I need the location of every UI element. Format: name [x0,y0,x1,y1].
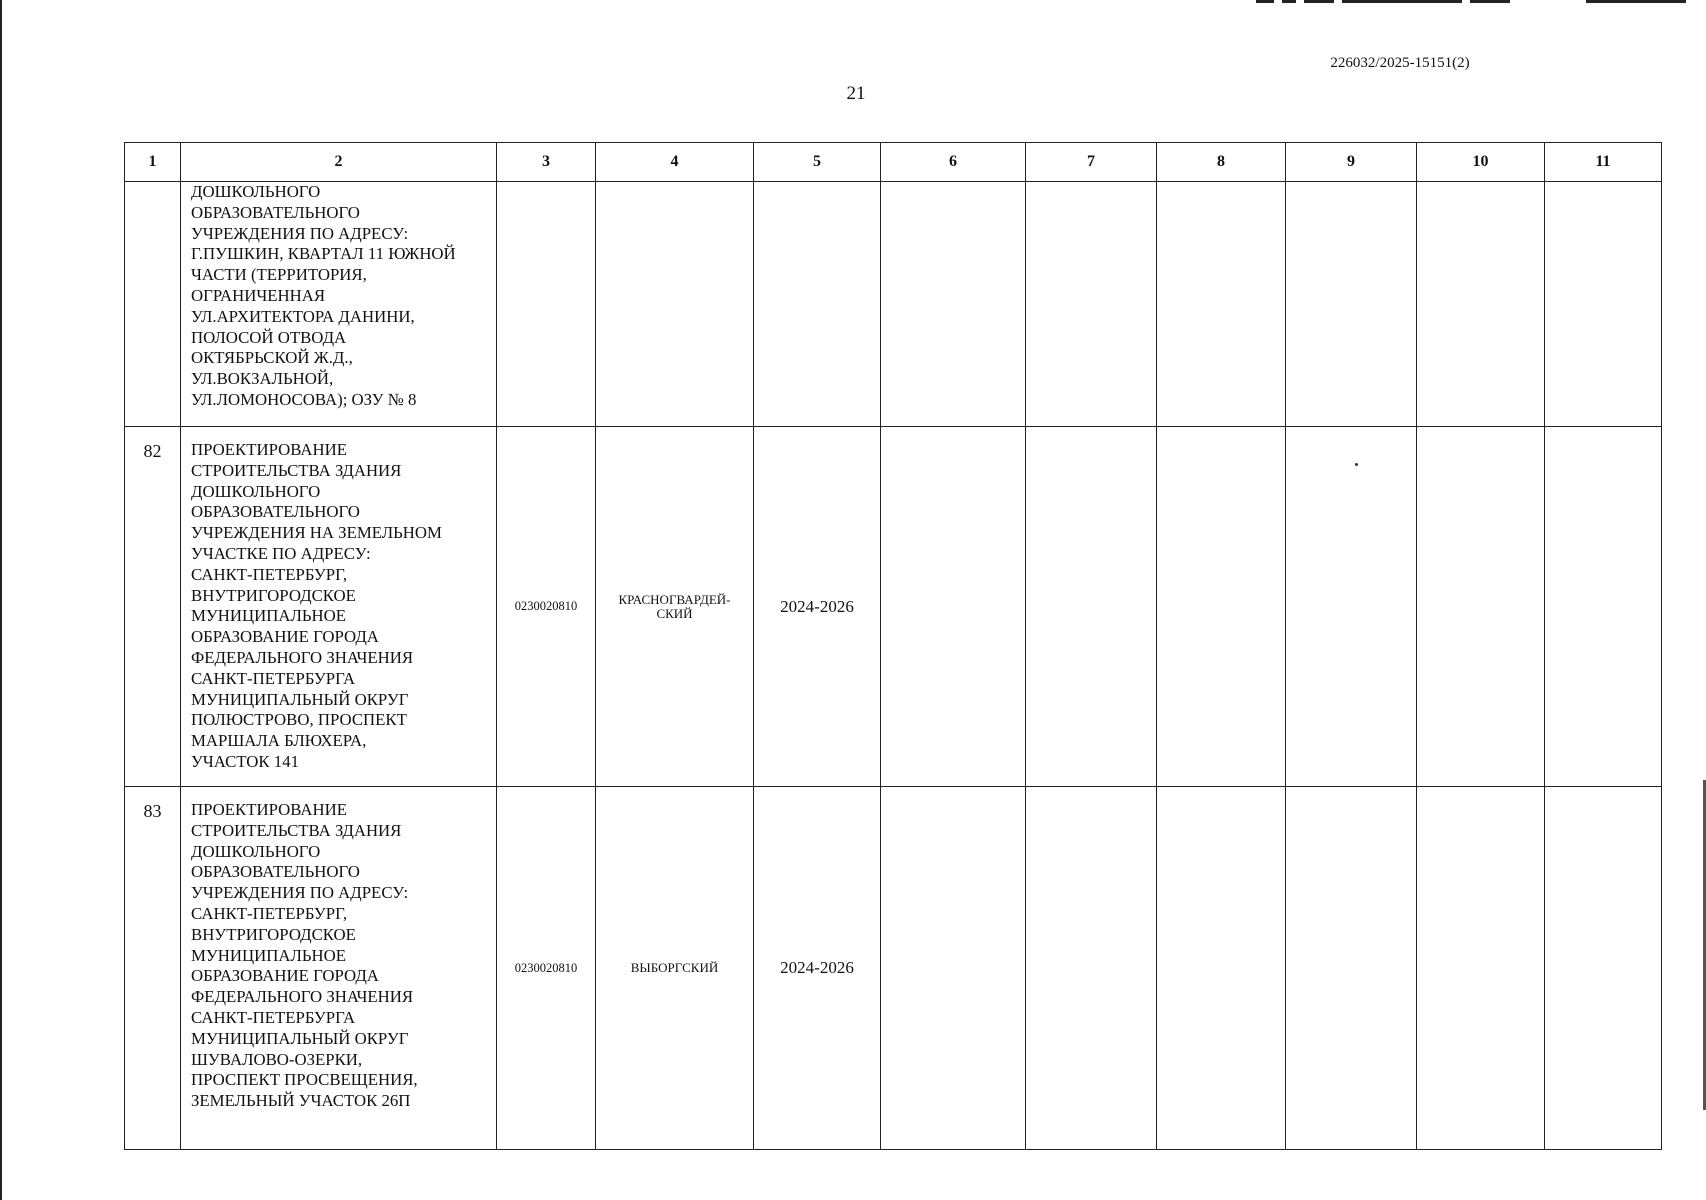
description-line: ОБРАЗОВАТЕЛЬНОГО [191,202,360,222]
description-line: САНКТ-ПЕТЕРБУРГА [191,1007,356,1027]
row-period: 2024-2026 [754,787,881,1150]
empty-cell-col-7 [1026,427,1157,787]
empty-cell-col-9 [1286,182,1417,427]
description-line: ПРОСПЕКТ ПРОСВЕЩЕНИЯ, [191,1070,418,1090]
empty-cell-col-6 [881,427,1026,787]
description-line: УЛ.ЛОМОНОСОВА); ОЗУ № 8 [191,389,417,409]
row-number [125,182,181,427]
description-line: ЗЕМЕЛЬНЫЙ УЧАСТОК 26П [191,1091,411,1111]
row-number: 83 [125,787,181,1150]
row-code: 0230020810 [497,787,596,1150]
empty-cell-col-6 [881,787,1026,1150]
description-line: СТРОИТЕЛЬСТВА ЗДАНИЯ [191,460,402,480]
description-line: ОБРАЗОВАНИЕ ГОРОДА [191,966,379,986]
empty-cell-col-11 [1545,182,1662,427]
row-period [754,182,881,427]
description-line: ФЕДЕРАЛЬНОГО ЗНАЧЕНИЯ [191,987,414,1007]
description-line: САНКТ-ПЕТЕРБУРГА [191,668,356,688]
description-line: МУНИЦИПАЛЬНОЕ [191,606,347,626]
column-header-9: 9 [1286,143,1417,182]
column-header-1: 1 [125,143,181,182]
empty-cell-col-9 [1286,427,1417,787]
row-district [596,427,754,787]
column-header-2: 2 [181,143,497,182]
description-line: ПОЛОСОЙ ОТВОДА [191,327,347,347]
column-header-5: 5 [754,143,881,182]
empty-cell-col-7 [1026,182,1157,427]
table-row [125,182,1662,427]
description-line: МУНИЦИПАЛЬНОЕ [191,945,347,965]
empty-cell-col-10 [1417,787,1545,1150]
description-line: УЧАСТОК 141 [191,751,299,771]
row-description [181,787,497,1150]
row-description [181,182,497,427]
row-code [497,182,596,427]
column-header-7: 7 [1026,143,1157,182]
description-line: ВНУТРИГОРОДСКОЕ [191,585,356,605]
document-number: 226032/2025-15151(2) [1330,55,1470,71]
description-line: ОКТЯБРЬСКОЙ Ж.Д., [191,348,353,368]
scan-left-edge [0,0,2,1200]
empty-cell-col-11 [1545,427,1662,787]
empty-cell-col-7 [1026,787,1157,1150]
column-header-10: 10 [1417,143,1545,182]
data-table [124,142,1662,1150]
description-line: ФЕДЕРАЛЬНОГО ЗНАЧЕНИЯ [191,647,414,667]
district-line: СКИЙ [656,605,693,621]
row-number: 82 [125,427,181,787]
district-line: КРАСНОГВАРДЕЙ- [618,591,731,607]
description-line: ПОЛЮСТРОВО, ПРОСПЕКТ [191,710,407,730]
table-row [125,427,1662,787]
description-line: УЧРЕЖДЕНИЯ НА ЗЕМЕЛЬНОМ [191,523,442,543]
empty-cell-col-9 [1286,787,1417,1150]
empty-cell-col-10 [1417,427,1545,787]
description-line: ВНУТРИГОРОДСКОЕ [191,924,356,944]
column-header-4: 4 [596,143,754,182]
row-district [596,182,754,427]
page-number: 21 [846,83,866,104]
empty-cell-col-11 [1545,787,1662,1150]
column-header-3: 3 [497,143,596,182]
empty-cell-col-8 [1157,787,1286,1150]
column-header-11: 11 [1545,143,1662,182]
empty-cell-col-8 [1157,182,1286,427]
row-district [596,787,754,1150]
description-line: УЧРЕЖДЕНИЯ ПО АДРЕСУ: [191,223,409,243]
description-line: ОБРАЗОВАТЕЛЬНОГО [191,862,360,882]
description-line: ПРОЕКТИРОВАНИЕ [191,800,347,819]
empty-cell-col-8 [1157,427,1286,787]
description-line: ОБРАЗОВАНИЕ ГОРОДА [191,627,379,647]
row-period: 2024-2026 [754,427,881,787]
district-line: ВЫБОРГСКИЙ [630,960,719,975]
description-line: САНКТ-ПЕТЕРБУРГ, [191,564,348,584]
description-line: ДОШКОЛЬНОГО [191,481,321,501]
row-code: 0230020810 [497,427,596,787]
description-line: УЛ.АРХИТЕКТОРА ДАНИНИ, [191,306,415,326]
scan-top-marks [1256,0,1686,4]
description-line: ШУВАЛОВО-ОЗЕРКИ, [191,1049,363,1069]
empty-cell-col-6 [881,182,1026,427]
description-line: УЛ.ВОКЗАЛЬНОЙ, [191,369,334,389]
column-header-8: 8 [1157,143,1286,182]
description-line: УЧАСТКЕ ПО АДРЕСУ: [191,543,371,563]
description-line: МУНИЦИПАЛЬНЫЙ ОКРУГ [191,1028,409,1048]
description-line: ПРОЕКТИРОВАНИЕ [191,440,347,459]
description-line: САНКТ-ПЕТЕРБУРГ, [191,903,348,923]
description-line: ОГРАНИЧЕННАЯ [191,285,326,305]
description-line: МАРШАЛА БЛЮХЕРА, [191,731,367,751]
description-line: ДОШКОЛЬНОГО [191,182,321,201]
scan-speck [1355,463,1358,466]
row-description [181,427,497,787]
empty-cell-col-10 [1417,182,1545,427]
description-line: ОБРАЗОВАТЕЛЬНОГО [191,502,360,522]
description-line: СТРОИТЕЛЬСТВА ЗДАНИЯ [191,820,402,840]
description-line: ДОШКОЛЬНОГО [191,841,321,861]
table-header-row [125,143,1662,182]
description-line: Г.ПУШКИН, КВАРТАЛ 11 ЮЖНОЙ [191,244,456,264]
description-line: УЧРЕЖДЕНИЯ ПО АДРЕСУ: [191,883,409,903]
description-line: МУНИЦИПАЛЬНЫЙ ОКРУГ [191,689,409,709]
table-row [125,787,1662,1150]
column-header-6: 6 [881,143,1026,182]
description-line: ЧАСТИ (ТЕРРИТОРИЯ, [191,265,367,285]
